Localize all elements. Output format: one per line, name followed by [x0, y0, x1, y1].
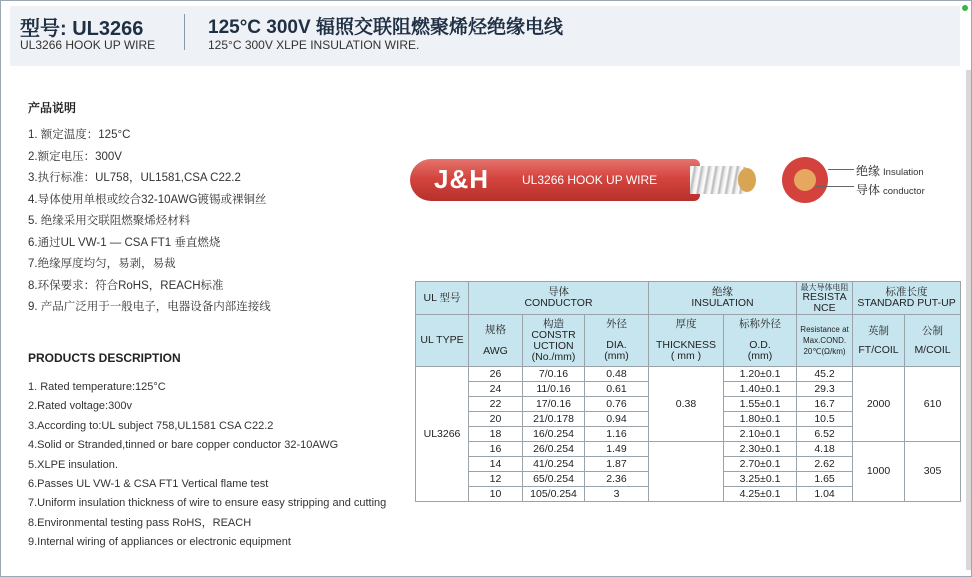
wire-print-label: UL3266 HOOK UP WIRE: [522, 173, 658, 187]
header-standard: [853, 282, 961, 315]
cell-resistance: 10.5: [797, 412, 853, 427]
subheader-m-coil-en: M/COIL: [914, 343, 951, 356]
header-conductor-en: CONDUCTOR: [524, 297, 593, 309]
en-description-heading: PRODUCTS DESCRIPTION: [28, 351, 181, 365]
cell-m-coil: 305: [905, 442, 961, 502]
subheader-construction-unit: (No./mm): [531, 350, 576, 363]
list-item: 7.绝缘厚度均匀，易剥，易裁: [28, 258, 176, 270]
cell-od: 1.80±0.1: [724, 412, 797, 427]
cell-od: 2.70±0.1: [724, 457, 797, 472]
subheader-awg-en: AWG: [483, 344, 508, 357]
cell-awg: 22: [469, 397, 523, 412]
cell-ul-type: UL3266: [416, 367, 469, 502]
cell-construction: 65/0.254: [523, 472, 585, 487]
list-item: 1. Rated temperature:125°C: [28, 381, 166, 393]
list-item: 6.通过UL VW-1 — CSA FT1 垂直燃烧: [28, 236, 221, 249]
conductor-label: [856, 181, 925, 198]
subheader-construction: [523, 315, 585, 367]
product-subtitle: 125°C 300V XLPE INSULATION WIRE.: [208, 38, 420, 52]
subheader-thickness-cn: 厚度: [675, 318, 697, 330]
insulation-label: [856, 162, 924, 179]
subheader-thickness-unit: ( mm ): [670, 350, 702, 362]
subheader-m-coil-cn: 公制: [922, 324, 944, 337]
list-item: 5.XLPE insulation.: [28, 458, 118, 471]
cell-awg: 10: [469, 487, 523, 502]
corner-dot: [962, 5, 968, 11]
cell-od: 1.55±0.1: [724, 397, 797, 412]
cell-dia: 1.87: [585, 457, 649, 472]
header-standard-en: STANDARD PUT-UP: [857, 297, 956, 309]
list-item: 2.Rated voltage:300v: [28, 400, 132, 413]
list-item: 7.Uniform insulation thickness of wire to ensure easy stripping and cutting: [28, 497, 387, 510]
subheader-thickness-en: THICKNESS: [655, 339, 717, 351]
subheader-ul-type: UL TYPE: [416, 315, 469, 367]
right-edge-bar: [966, 70, 971, 570]
cell-od: 4.25±0.1: [724, 487, 797, 502]
header-resistance-en: RESISTA NCE: [802, 290, 847, 314]
subheader-resistance-detail: Resistance at Max.COND. 20℃(Ω/km): [797, 315, 853, 367]
list-item: 8.Environmental testing pass RoHS，REACH: [28, 516, 252, 529]
cell-construction: 11/0.16: [523, 382, 585, 397]
insulation-label-cn: 绝缘: [856, 164, 881, 178]
table-header-row: [416, 282, 961, 315]
cell-dia: 3: [585, 487, 649, 502]
cell-construction: 16/0.254: [523, 427, 585, 442]
header-conductor: [469, 282, 649, 315]
list-item: 8.环保要求：符合RoHS，REACH标准: [28, 279, 224, 292]
cell-resistance: 1.65: [797, 472, 853, 487]
cell-awg: 12: [469, 472, 523, 487]
table-row: [416, 367, 961, 382]
cell-awg: 16: [469, 442, 523, 457]
subheader-dia-cn: 外径: [606, 318, 627, 330]
subheader-thickness: [649, 315, 724, 367]
list-item: 9.Internal wiring of appliances or electronic equipment: [28, 536, 291, 549]
cell-od: 2.10±0.1: [724, 427, 797, 442]
cell-awg: 26: [469, 367, 523, 382]
header-insulation-cn: 绝缘: [712, 286, 734, 298]
cell-resistance: 4.18: [797, 442, 853, 457]
cell-awg: 24: [469, 382, 523, 397]
subheader-od-cn: 标称外径: [739, 318, 782, 330]
cell-resistance: 29.3: [797, 382, 853, 397]
cell-od: 3.25±0.1: [724, 472, 797, 487]
cn-description-heading: 产品说明: [28, 101, 77, 115]
spec-table: [415, 281, 961, 502]
list-item: 4.Solid or Stranded,tinned or bare copper conductor 32-10AWG: [28, 439, 339, 452]
subheader-dia-en: DIA.: [606, 339, 627, 351]
list-item: 3.执行标准：UL758，UL1581,CSA C22.2: [28, 172, 241, 184]
table-subheader-row: [416, 315, 961, 367]
subheader-construction-cn: 构造: [543, 317, 564, 330]
cell-resistance: 6.52: [797, 427, 853, 442]
cell-m-coil: 610: [905, 367, 961, 442]
cell-resistance: 45.2: [797, 367, 853, 382]
subheader-dia: [585, 315, 649, 367]
insulation-label-en: Insulation: [883, 167, 924, 178]
cell-construction: 17/0.16: [523, 397, 585, 412]
cell-resistance: 2.62: [797, 457, 853, 472]
product-title: 125°C 300V 辐照交联阻燃聚烯烃绝缘电线: [208, 17, 563, 38]
cell-dia: 0.48: [585, 367, 649, 382]
header-conductor-cn: 导体: [548, 286, 569, 298]
cell-construction: 41/0.254: [523, 457, 585, 472]
cell-dia: 1.16: [585, 427, 649, 442]
cell-construction: 105/0.254: [523, 487, 585, 502]
list-item: 4.导体使用单根或绞合32-10AWG镀锡或裸铜丝: [28, 193, 267, 206]
cell-od: 1.20±0.1: [724, 367, 797, 382]
cell-dia: 2.36: [585, 472, 649, 487]
subheader-ft-coil: [853, 315, 905, 367]
cn-description-list: [28, 128, 271, 322]
subheader-ft-coil-cn: 英制: [868, 324, 890, 337]
strand-end: [738, 168, 756, 192]
cell-awg: 20: [469, 412, 523, 427]
subheader-m-coil: [905, 315, 961, 367]
conductor-label-en: conductor: [883, 186, 925, 197]
list-item: 1. 额定温度：125°C: [28, 129, 131, 141]
cell-ft-coil: 2000: [853, 367, 905, 442]
header-divider: [184, 14, 185, 50]
cell-dia: 0.76: [585, 397, 649, 412]
en-description-list: [28, 381, 386, 556]
cell-dia: 1.49: [585, 442, 649, 457]
cell-dia: 0.94: [585, 412, 649, 427]
brand-logo: J&H: [434, 164, 490, 194]
cell-od: 1.40±0.1: [724, 382, 797, 397]
conductor-label-cn: 导体: [856, 183, 881, 197]
header-insulation-en: INSULATION: [691, 297, 754, 309]
insulation-leader-line: [828, 169, 854, 170]
cell-construction: 21/0.178: [523, 412, 585, 427]
subheader-od-en: O.D.: [749, 339, 771, 351]
subheader-od-unit: (mm): [747, 350, 773, 362]
conductor-leader-line: [816, 186, 854, 187]
wire-illustration: [410, 159, 700, 201]
header-insulation: [649, 282, 797, 315]
header-resistance-cn: 最大导体电阻: [800, 282, 849, 292]
cell-resistance: 16.7: [797, 397, 853, 412]
cell-thickness-blank: [649, 442, 724, 502]
subheader-awg-cn: 规格: [485, 323, 506, 336]
cell-awg: 14: [469, 457, 523, 472]
header-resistance: [797, 282, 853, 315]
list-item: 9. 产品广泛用于一般电子，电器设备内部连接线: [28, 301, 271, 313]
subheader-construction-en: CONSTR UCTION: [531, 328, 576, 352]
cell-construction: 26/0.254: [523, 442, 585, 457]
cell-od: 2.30±0.1: [724, 442, 797, 457]
subheader-ft-coil-en: FT/COIL: [858, 343, 899, 356]
cell-thickness: 0.38: [649, 367, 724, 442]
cell-awg: 18: [469, 427, 523, 442]
model-title: 型号: UL3266: [20, 18, 144, 40]
subheader-awg: [469, 315, 523, 367]
cell-dia: 0.61: [585, 382, 649, 397]
cross-section-conductor: [794, 169, 816, 191]
header-standard-cn: 标准长度: [885, 286, 928, 298]
cell-resistance: 1.04: [797, 487, 853, 502]
table-row: [416, 442, 961, 457]
list-item: 5. 绝缘采用交联阻燃聚烯烃材料: [28, 215, 191, 227]
cell-construction: 7/0.16: [523, 367, 585, 382]
cell-ft-coil: 1000: [853, 442, 905, 502]
model-subtitle: UL3266 HOOK UP WIRE: [20, 38, 156, 52]
header-ul-type: UL 型号: [416, 282, 469, 315]
subheader-dia-unit: (mm): [604, 350, 629, 362]
list-item: 2.额定电压：300V: [28, 150, 122, 163]
list-item: 3.According to:UL subject 758,UL1581 CSA C22.2: [28, 419, 274, 432]
subheader-od: [724, 315, 797, 367]
list-item: 6.Passes UL VW-1 & CSA FT1 Vertical flame test: [28, 477, 269, 490]
